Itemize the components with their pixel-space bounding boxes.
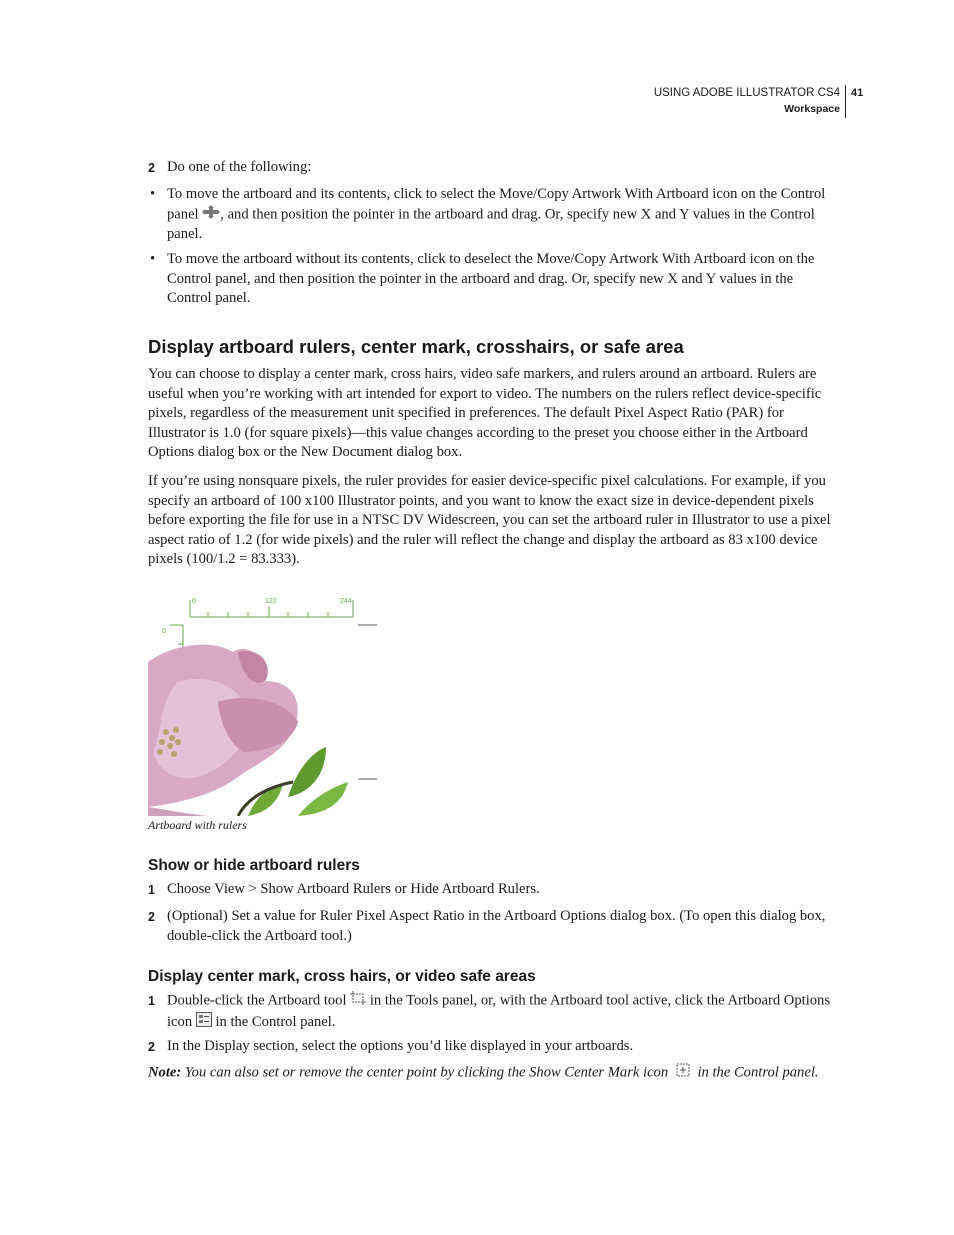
center-mark-icon [676, 1063, 690, 1084]
running-header-section: Workspace [784, 103, 840, 115]
step-text-part: Double-click the Artboard tool [167, 992, 347, 1009]
bullet-item [148, 185, 840, 245]
flower-image [148, 645, 348, 816]
running-header-title: USING ADOBE ILLUSTRATOR CS4 [653, 87, 840, 99]
step-number: 1 [148, 883, 155, 897]
step-text: Choose View > Show Artboard Rulers or Hide Artboard Rulers. [167, 881, 540, 897]
ruler-tick-label: 244 [340, 598, 352, 605]
ruler-tick-label: 122 [265, 598, 277, 605]
step-text [167, 991, 840, 1033]
page-number: 41 [851, 87, 864, 99]
artboard-illustration [148, 592, 380, 816]
step-text-part: in the Control panel. [215, 1013, 336, 1030]
note [148, 1063, 848, 1084]
move-copy-artwork-icon [202, 205, 220, 226]
subsection-heading: Show or hide artboard rulers [148, 857, 360, 874]
bullet-text-part: , and then position the pointer in the artboard and drag. Or, specify new X and Y values in the Control panel. [167, 206, 815, 242]
paragraph: If you’re using nonsquare pixels, the ruler provides for easier device-specific pixel calculations. For example, if you specify an artboard of 100 x100 Illustrator points, and you want to know the exact size in device-dependent pixels before exporting the file for use in a NTSC DV Widescreen, you can set the artboard ruler in Illustrator to use a pixel aspect ratio of 1.2 (for wide pixels) and the ruler will reflect the change and display the artboard as 83 x100 device pixels (100/1.2 = 83.333). [148, 473, 831, 567]
bullet-text: To move the artboard without its contents, click to deselect the Move/Copy Artwork With Artboard icon on the Control panel, and then position the pointer in the artboard and drag. Or, specify new X and Y values in the Control panel. [167, 251, 815, 306]
bullet-item [148, 250, 840, 309]
step-number: 2 [148, 1040, 155, 1054]
note-text: You can also set or remove the center point by clicking the Show Center Mark icon [184, 1064, 669, 1081]
step-text: In the Display section, select the options you’d like displayed in your artboards. [167, 1038, 634, 1054]
bullet-glyph: • [150, 186, 156, 202]
step-item [148, 991, 840, 1033]
step-text: Do one of the following: [167, 159, 312, 175]
step-item [148, 907, 840, 946]
step-item [148, 1037, 840, 1057]
figure-caption: Artboard with rulers [148, 818, 247, 832]
step-text: (Optional) Set a value for Ruler Pixel Aspect Ratio in the Artboard Options dialog box. (To open this dialog box, double-click the Artboard tool.) [167, 908, 826, 944]
subsection-heading: Display center mark, cross hairs, or video safe areas [148, 968, 536, 985]
step-number: 1 [148, 994, 155, 1008]
step-text-part: in the Tools panel, or, with the Artboard tool active, click the Artboard Options icon [167, 992, 831, 1030]
ruler-tick-label: 0 [192, 598, 196, 605]
paragraph: You can choose to display a center mark, cross hairs, video safe markers, and rulers around an artboard. Rulers are useful when you’re working with art intended for export to video. The numbers on the rulers reflect device-specific pixels, regardless of the measurement unit specified in preferences. The default Pixel Aspect Ratio (PAR) for Illustrator is 1.0 (for square pixels)—this value changes according to the preset you choose either in the Artboard Options dialog box or the New Document dialog box. [148, 366, 822, 460]
bullet-glyph: • [150, 251, 156, 267]
artboard-figure [148, 592, 380, 816]
header-divider [845, 85, 846, 118]
ruler-tick-label: 0 [162, 628, 166, 635]
note-label: Note: [148, 1064, 182, 1081]
bullet-text-part: To move the artboard and its contents, click to select the Move/Copy Artwork With Artboard icon on the Control panel [167, 186, 826, 223]
artboard-options-icon [196, 1012, 212, 1034]
artboard-tool-icon [350, 991, 366, 1012]
bullet-text [167, 185, 840, 245]
step-number: 2 [148, 161, 155, 175]
section-heading: Display artboard rulers, center mark, crosshairs, or safe area [148, 336, 684, 357]
step-item [148, 880, 840, 900]
step-number: 2 [148, 910, 155, 924]
note-text: in the Control panel. [697, 1064, 819, 1081]
step-item [148, 158, 840, 178]
